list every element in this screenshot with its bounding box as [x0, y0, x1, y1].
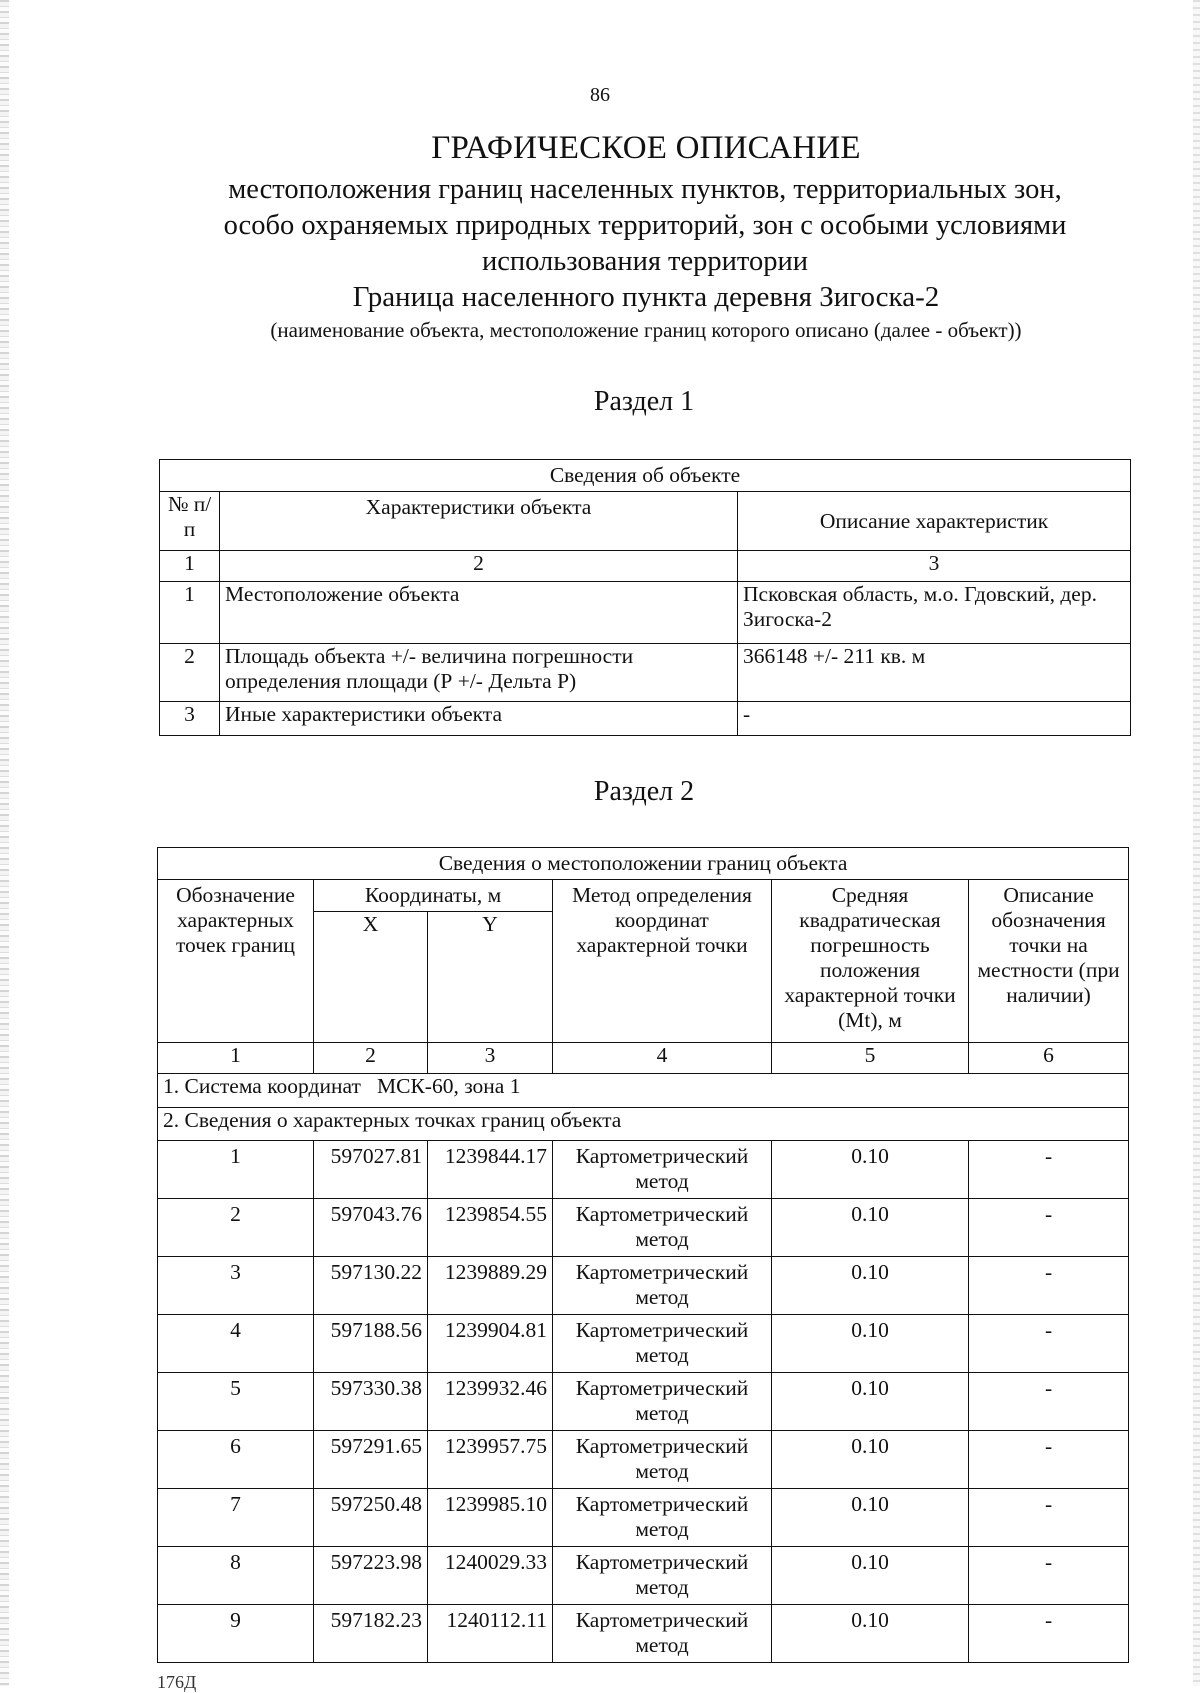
scan-edge-right	[1193, 0, 1200, 1686]
point-error: 0.10	[772, 1315, 969, 1373]
point-description: -	[969, 1547, 1129, 1605]
point-description: -	[969, 1199, 1129, 1257]
col-number: 2	[220, 551, 738, 582]
coordinate-y: 1239889.29	[428, 1257, 553, 1315]
boundary-points-table	[157, 847, 1129, 1663]
col-number: 3	[738, 551, 1131, 582]
scan-edge-left	[0, 0, 9, 1686]
point-description: -	[969, 1489, 1129, 1547]
point-number: 9	[158, 1605, 314, 1663]
row-number: 3	[160, 702, 220, 736]
coordinate-x: 597291.65	[314, 1431, 428, 1489]
header-point: Обозначение характерных точек границ	[158, 880, 314, 1043]
coordinate-y: 1239932.46	[428, 1373, 553, 1431]
point-method: Картометрический метод	[553, 1257, 772, 1315]
coordinate-x: 597130.22	[314, 1257, 428, 1315]
coordinate-y: 1239957.75	[428, 1431, 553, 1489]
header-error: Средняя квадратическая погрешность положения характерной точки (Mt), м	[772, 880, 969, 1043]
table-row	[160, 702, 1131, 736]
point-error: 0.10	[772, 1605, 969, 1663]
point-description: -	[969, 1315, 1129, 1373]
coordinate-x: 597223.98	[314, 1547, 428, 1605]
table-row	[158, 1373, 1129, 1431]
header-point-description: Описание обозначения точки на местности (при наличии)	[969, 880, 1129, 1043]
row-number: 2	[160, 644, 220, 702]
coordinate-y: 1240029.33	[428, 1547, 553, 1605]
point-method: Картометрический метод	[553, 1431, 772, 1489]
section-2-title: Раздел 2	[593, 776, 695, 807]
document-title: ГРАФИЧЕСКОЕ ОПИСАНИЕ	[431, 130, 861, 166]
table-row	[158, 1257, 1129, 1315]
point-number: 7	[158, 1489, 314, 1547]
coordinate-x: 597250.48	[314, 1489, 428, 1547]
col-number: 4	[553, 1043, 772, 1074]
coordinate-x: 597188.56	[314, 1315, 428, 1373]
point-description: -	[969, 1141, 1129, 1199]
subtitle-line: использования территории	[482, 246, 808, 277]
point-error: 0.10	[772, 1547, 969, 1605]
point-description: -	[969, 1605, 1129, 1663]
document-subtitle	[170, 172, 1120, 280]
point-description: -	[969, 1431, 1129, 1489]
header-characteristics: Характеристики объекта	[220, 492, 738, 551]
object-info-table	[159, 459, 1131, 736]
header-x: X	[314, 912, 428, 1043]
point-number: 6	[158, 1431, 314, 1489]
table-row	[160, 644, 1131, 702]
coordinate-y: 1239985.10	[428, 1489, 553, 1547]
point-number: 5	[158, 1373, 314, 1431]
col-number: 1	[160, 551, 220, 582]
point-error: 0.10	[772, 1431, 969, 1489]
table-caption: Сведения об объекте	[160, 460, 1131, 492]
coordinate-y: 1239904.81	[428, 1315, 553, 1373]
row-value: -	[738, 702, 1131, 736]
coordinate-x: 597330.38	[314, 1373, 428, 1431]
point-method: Картометрический метод	[553, 1315, 772, 1373]
footer-mark: 176Д	[157, 1672, 197, 1692]
table-row	[158, 1489, 1129, 1547]
subtitle-line: особо охраняемых природных территорий, зон с особыми условиями	[223, 210, 1067, 241]
col-number: 2	[314, 1043, 428, 1074]
point-method: Картометрический метод	[553, 1199, 772, 1257]
header-method: Метод определения координат характерной точки	[553, 880, 772, 1043]
coordinate-x: 597027.81	[314, 1141, 428, 1199]
point-error: 0.10	[772, 1489, 969, 1547]
col-number: 5	[772, 1043, 969, 1074]
point-method: Картометрический метод	[553, 1547, 772, 1605]
coordinate-y: 1239854.55	[428, 1199, 553, 1257]
point-error: 0.10	[772, 1199, 969, 1257]
coordinate-x: 597043.76	[314, 1199, 428, 1257]
row-value: 366148 +/- 211 кв. м	[738, 644, 1131, 702]
table-row	[158, 1431, 1129, 1489]
point-method: Картометрический метод	[553, 1489, 772, 1547]
col-number: 6	[969, 1043, 1129, 1074]
page-number: 86	[590, 84, 610, 106]
point-number: 8	[158, 1547, 314, 1605]
point-method: Картометрический метод	[553, 1605, 772, 1663]
point-error: 0.10	[772, 1141, 969, 1199]
row-characteristic: Площадь объекта +/- величина погрешности определения площади (Р +/- Дельта Р)	[220, 644, 738, 702]
col-number: 1	[158, 1043, 314, 1074]
coordinate-y: 1239844.17	[428, 1141, 553, 1199]
header-description: Описание характеристик	[738, 492, 1131, 551]
object-name: Граница населенного пункта деревня Зигоска-2	[352, 281, 940, 313]
coordinate-y: 1240112.11	[428, 1605, 553, 1663]
table-row	[158, 1315, 1129, 1373]
table-row	[158, 1605, 1129, 1663]
point-error: 0.10	[772, 1373, 969, 1431]
table-caption: Сведения о местоположении границ объекта	[158, 848, 1129, 880]
coordinate-system-row: 1. Система координат МСК-60, зона 1	[158, 1074, 1129, 1108]
subtitle-line: местоположения границ населенных пунктов, территориальных зон,	[228, 174, 1062, 205]
row-characteristic: Иные характеристики объекта	[220, 702, 738, 736]
row-value: Псковская область, м.о. Гдовский, дер. Зигоска-2	[738, 582, 1131, 644]
col-number: 3	[428, 1043, 553, 1074]
point-description: -	[969, 1257, 1129, 1315]
point-method: Картометрический метод	[553, 1373, 772, 1431]
table-row	[160, 582, 1131, 644]
header-coordinates: Координаты, м	[314, 880, 553, 912]
table-row	[158, 1199, 1129, 1257]
point-number: 3	[158, 1257, 314, 1315]
header-y: Y	[428, 912, 553, 1043]
row-characteristic: Местоположение объекта	[220, 582, 738, 644]
object-note: (наименование объекта, местоположение границ которого описано (далее - объект))	[270, 318, 1022, 342]
point-number: 2	[158, 1199, 314, 1257]
points-body	[158, 1141, 1129, 1663]
table-row	[158, 1547, 1129, 1605]
point-number: 4	[158, 1315, 314, 1373]
table-row	[158, 1141, 1129, 1199]
point-error: 0.10	[772, 1257, 969, 1315]
point-method: Картометрический метод	[553, 1141, 772, 1199]
coordinate-x: 597182.23	[314, 1605, 428, 1663]
points-section-row: 2. Сведения о характерных точках границ объекта	[158, 1108, 1129, 1141]
point-number: 1	[158, 1141, 314, 1199]
section-1-title: Раздел 1	[593, 386, 695, 417]
row-number: 1	[160, 582, 220, 644]
header-number: № п/п	[160, 492, 220, 551]
point-description: -	[969, 1373, 1129, 1431]
